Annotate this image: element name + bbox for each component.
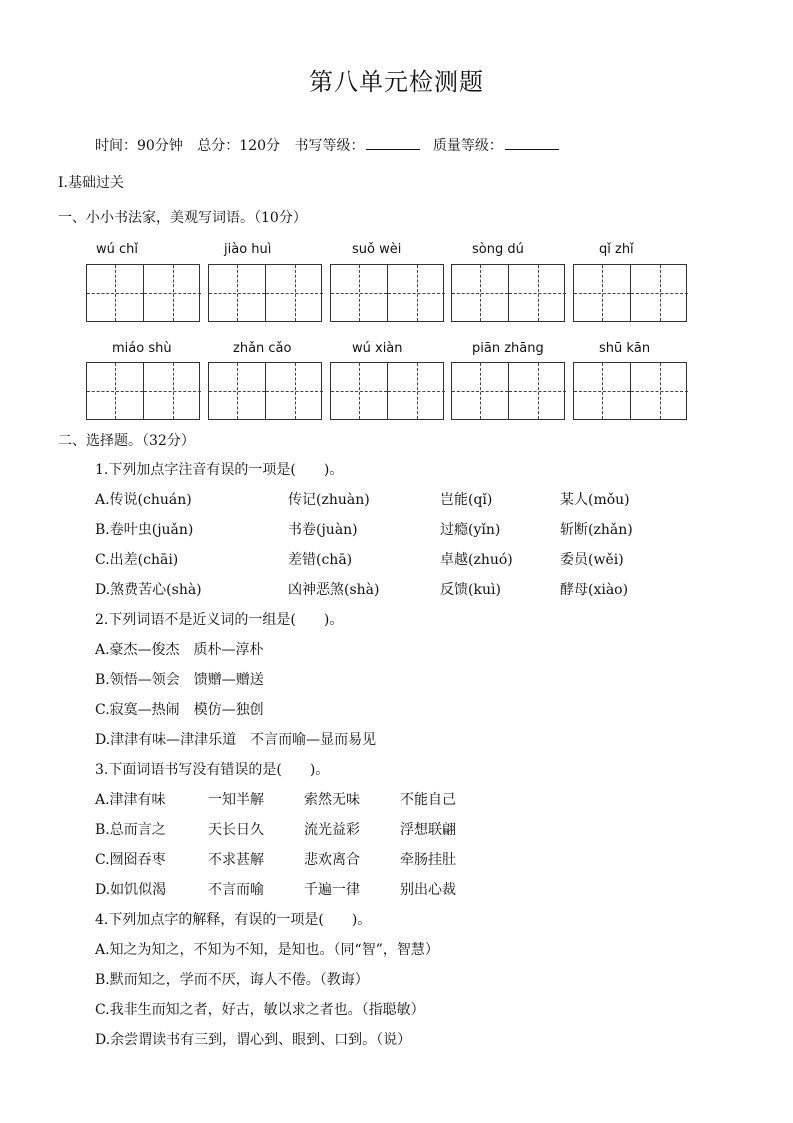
writing-cell[interactable]	[509, 265, 566, 321]
option-word: 反馈(kuì)	[440, 582, 501, 598]
pinyin-label: wú chǐ	[96, 242, 139, 257]
option-word: 委员(wěi)	[560, 552, 624, 568]
option-c: C.寂寞—热闹 模仿—独创	[95, 702, 264, 718]
guide-line-vertical	[359, 265, 360, 321]
writing-cell[interactable]	[631, 265, 688, 321]
option-word: 千遍一律	[304, 882, 360, 898]
guide-line-vertical	[295, 265, 296, 321]
time-info: 时间：90分钟	[95, 138, 183, 154]
writing-box-group[interactable]	[451, 362, 565, 420]
option-b: B.领悟—领会 馈赠—赠送	[95, 672, 264, 688]
option-b: B.总而言之	[95, 822, 166, 838]
pinyin-label: piān zhāng	[472, 341, 544, 356]
exam-info	[95, 135, 567, 155]
option-word: 索然无味	[304, 792, 360, 808]
option-word: 传记(zhuàn)	[288, 492, 370, 508]
option-d: D.余尝谓读书有三到，谓心到、眼到、口到。（说）	[95, 1032, 412, 1048]
option-c: C.我非生而知之者，好古，敏以求之者也。（指聪敏）	[95, 1002, 425, 1018]
part-heading: Ⅰ.基础过关	[58, 175, 124, 191]
option-word: 差错(chā)	[288, 552, 353, 568]
option-word: 一知半解	[208, 792, 264, 808]
pinyin-label: suǒ wèi	[352, 242, 402, 257]
pinyin-label: sòng dú	[472, 242, 524, 257]
writing-cell[interactable]	[574, 363, 631, 419]
option-word: 酵母(xiào)	[560, 582, 629, 598]
writing-grade-blank[interactable]	[366, 137, 420, 150]
option-d: D.津津有味—津津乐道 不言而喻—显而易见	[95, 732, 377, 748]
option-word: 岂能(qǐ)	[440, 492, 493, 508]
option-b: B.卷叶虫(juǎn)	[95, 522, 194, 538]
option-word: 某人(mǒu)	[560, 492, 630, 508]
page-title: 第八单元检测题	[309, 68, 484, 96]
quality-grade-label: 质量等级：	[432, 138, 503, 154]
writing-cell[interactable]	[388, 363, 445, 419]
writing-box-group[interactable]	[208, 362, 322, 420]
option-word: 书卷(juàn)	[288, 522, 358, 538]
writing-cell[interactable]	[87, 265, 144, 321]
option-a: A.知之为知之，不知为不知，是知也。（同“智”，智慧）	[95, 942, 439, 958]
writing-box-group[interactable]	[208, 264, 322, 322]
pinyin-label: jiào huì	[224, 242, 272, 257]
writing-cell[interactable]	[266, 265, 323, 321]
pinyin-label: miáo shù	[112, 341, 172, 356]
question-stem: 2.下列词语不是近义词的一组是( )。	[95, 612, 344, 628]
guide-line-vertical	[660, 363, 661, 419]
guide-line-vertical	[538, 265, 539, 321]
writing-box-group[interactable]	[86, 362, 200, 420]
option-word: 悲欢离合	[304, 852, 360, 868]
pinyin-label: shū kān	[599, 341, 651, 356]
guide-line-vertical	[295, 363, 296, 419]
guide-line-vertical	[237, 363, 238, 419]
guide-line-vertical	[660, 265, 661, 321]
option-c: C.出差(chāi)	[95, 552, 179, 568]
writing-cell[interactable]	[209, 363, 266, 419]
writing-box-group[interactable]	[573, 362, 687, 420]
writing-cell[interactable]	[87, 363, 144, 419]
option-word: 卓越(zhuó)	[440, 552, 513, 568]
guide-line-vertical	[417, 363, 418, 419]
writing-cell[interactable]	[266, 363, 323, 419]
question-stem: 4.下列加点字的解释，有误的一项是( )。	[95, 912, 372, 928]
writing-box-group[interactable]	[451, 264, 565, 322]
option-word: 不能自己	[400, 792, 456, 808]
writing-cell[interactable]	[144, 363, 201, 419]
writing-cell[interactable]	[209, 265, 266, 321]
writing-grade-label: 书写等级：	[294, 138, 365, 154]
quality-grade-blank[interactable]	[505, 137, 559, 150]
q1-heading: 一、小小书法家，美观写词语。（10分）	[58, 210, 307, 226]
pinyin-label: zhǎn cǎo	[233, 341, 292, 356]
option-word: 不求甚解	[208, 852, 264, 868]
writing-cell[interactable]	[574, 265, 631, 321]
guide-line-vertical	[538, 363, 539, 419]
question-stem: 3.下面词语书写没有错误的是( )。	[95, 762, 330, 778]
option-a: A.豪杰—俊杰 质朴—淳朴	[95, 642, 264, 658]
guide-line-vertical	[115, 363, 116, 419]
writing-box-group[interactable]	[330, 264, 444, 322]
option-word: 不言而喻	[208, 882, 264, 898]
guide-line-vertical	[115, 265, 116, 321]
writing-cell[interactable]	[331, 363, 388, 419]
option-d: D.如饥似渴	[95, 882, 167, 898]
option-b: B.默而知之，学而不厌，诲人不倦。（教诲）	[95, 972, 369, 988]
writing-box-group[interactable]	[86, 264, 200, 322]
option-word: 流光益彩	[304, 822, 360, 838]
option-word: 浮想联翩	[400, 822, 456, 838]
option-a: A.津津有味	[95, 792, 166, 808]
total-score-info: 总分：120分	[197, 138, 281, 154]
guide-line-vertical	[359, 363, 360, 419]
guide-line-vertical	[602, 363, 603, 419]
option-d: D.煞费苦心(shà)	[95, 582, 202, 598]
option-word: 别出心裁	[400, 882, 456, 898]
guide-line-vertical	[173, 363, 174, 419]
option-c: C.囫囵吞枣	[95, 852, 166, 868]
writing-cell[interactable]	[331, 265, 388, 321]
writing-cell[interactable]	[452, 265, 509, 321]
question-stem: 1.下列加点字注音有误的一项是( )。	[95, 462, 344, 478]
option-word: 凶神恶煞(shà)	[288, 582, 380, 598]
q2-heading: 二、选择题。（32分）	[58, 433, 195, 449]
option-a: A.传说(chuán)	[95, 492, 192, 508]
guide-line-vertical	[173, 265, 174, 321]
option-word: 过瘾(yǐn)	[440, 522, 501, 538]
guide-line-vertical	[602, 265, 603, 321]
writing-cell[interactable]	[388, 265, 445, 321]
writing-cell[interactable]	[631, 363, 688, 419]
writing-cell[interactable]	[452, 363, 509, 419]
option-word: 天长日久	[208, 822, 264, 838]
writing-box-group[interactable]	[330, 362, 444, 420]
option-word: 斩断(zhǎn)	[560, 522, 633, 538]
pinyin-label: wú xiàn	[352, 341, 403, 356]
writing-cell[interactable]	[144, 265, 201, 321]
writing-box-group[interactable]	[573, 264, 687, 322]
pinyin-label: qǐ zhǐ	[599, 242, 634, 257]
option-word: 牵肠挂肚	[400, 852, 456, 868]
guide-line-vertical	[417, 265, 418, 321]
guide-line-vertical	[480, 265, 481, 321]
guide-line-vertical	[480, 363, 481, 419]
writing-cell[interactable]	[509, 363, 566, 419]
guide-line-vertical	[237, 265, 238, 321]
